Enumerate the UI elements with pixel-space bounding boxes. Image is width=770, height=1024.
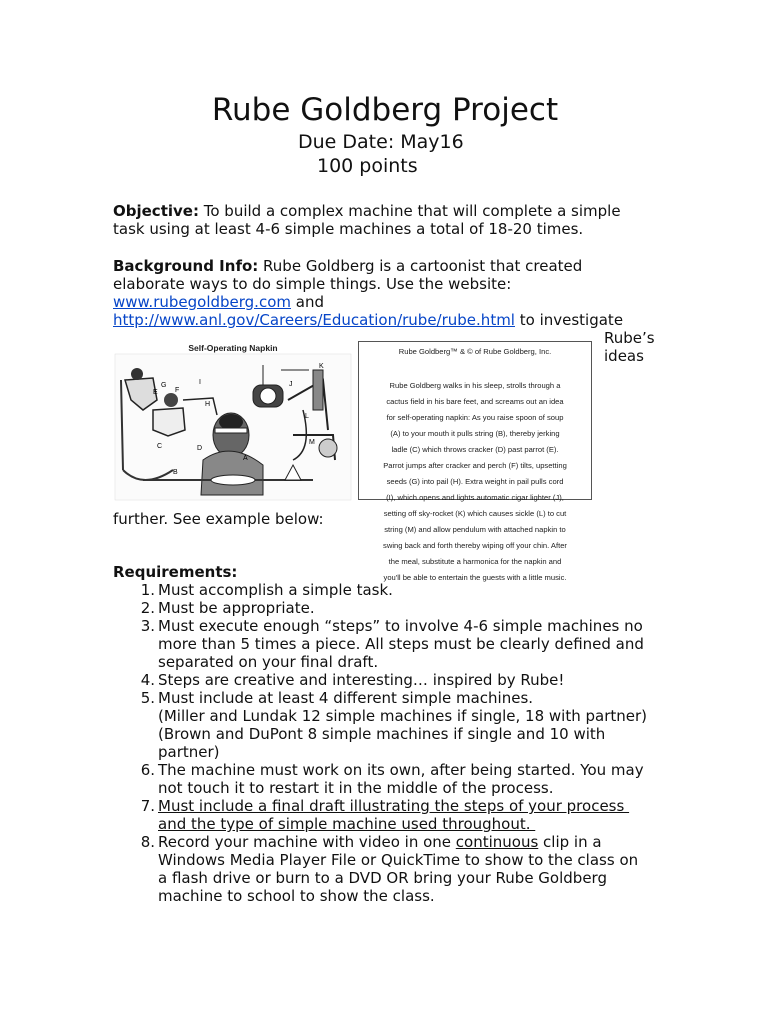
cartoon-letter-a: A	[243, 455, 248, 462]
requirements-heading: Requirements:	[113, 563, 238, 581]
background-line-1: Background Info: Rube Goldberg is a cartoonist that created	[113, 257, 583, 275]
ideas-text: ideas	[604, 347, 644, 365]
caption-line: Rube Goldberg walks in his sleep, strolls through a	[389, 381, 561, 390]
caption-line: seeds (G) into pail (H). Extra weight in pail pulls cord	[386, 477, 564, 486]
requirement-item-3: 3. Must execute enough “steps” to involve 4-6 simple machines no more than 5 times a piece. All steps must be clearly defined and separated on your final draft.	[140, 617, 644, 671]
requirement-item-7: 7. Must include a final draft illustrating the steps of your process and the type of simple machine used throughout.	[140, 797, 630, 833]
cartoon-letter-k: K	[319, 363, 324, 370]
requirement-item-8: 8. Record your machine with video in one continuous clip in a Windows Media Player File or QuickTime to show to the class on a flash drive or burn to a DVD OR bring your Rube Goldberg machine to school to show the class.	[140, 833, 639, 905]
caption-line: you'll be able to entertain the guests with a little music.	[383, 573, 567, 582]
caption-line: string (M) and allow pendulum with attached napkin to	[384, 525, 566, 534]
objective-label: Objective:	[113, 202, 199, 220]
anl-link[interactable]: http://www.anl.gov/Careers/Education/rube/rube.html	[113, 311, 515, 329]
caption-copyright: Rube Goldberg™ & © of Rube Goldberg, Inc.	[398, 347, 552, 356]
requirement-item-2: 2. Must be appropriate.	[140, 599, 315, 617]
requirement-item-4: 4. Steps are creative and interesting… inspired by Rube!	[140, 671, 565, 689]
points: 100 points	[317, 155, 418, 177]
background-line-3: www.rubegoldberg.com and	[113, 293, 324, 311]
caption-line: (I), which opens and lights automatic cigar lighter (J),	[386, 493, 564, 502]
cartoon-letter-f: F	[175, 387, 180, 394]
requirement-item-6: 6. The machine must work on its own, after being started. You may not touch it to restart it in the middle of the process.	[140, 761, 644, 797]
page-title: Rube Goldberg Project	[211, 92, 559, 128]
further-text: further. See example below:	[113, 510, 324, 528]
caption-line: ladle (C) which throws cracker (D) past parrot (E).	[391, 445, 559, 454]
cartoon-letter-j: J	[289, 381, 293, 388]
rubes-text: Rube’s	[604, 329, 655, 347]
cartoon-title: Self-Operating Napkin	[188, 343, 278, 353]
cartoon-drawing	[113, 340, 353, 502]
self-operating-napkin-cartoon	[113, 340, 353, 502]
caption-line: the meal, substitute a harmonica for the napkin and	[388, 557, 562, 566]
cartoon-letter-e: E	[153, 389, 158, 396]
requirement-item-1: 1. Must accomplish a simple task.	[140, 581, 393, 599]
background-line-2: elaborate ways to do simple things. Use the website:	[113, 275, 512, 293]
caption-line: Parrot jumps after cracker and perch (F) tilts, upsetting	[383, 461, 567, 470]
background-label: Background Info:	[113, 257, 259, 275]
caption-line: for self-operating napkin: As you raise spoon of soup	[386, 413, 564, 422]
cartoon-letter-i: I	[199, 379, 201, 386]
cartoon-letter-d: D	[197, 445, 203, 452]
cartoon-letter-c: C	[157, 443, 163, 450]
objective-line-2: task using at least 4-6 simple machines a total of 18-20 times.	[113, 220, 584, 238]
caption-line: swing back and forth thereby wiping off your chin. After	[383, 541, 567, 550]
cartoon-letter-h: H	[205, 401, 211, 408]
rubegoldberg-link[interactable]: www.rubegoldberg.com	[113, 293, 291, 311]
requirement-item-5: 5. Must include at least 4 different simple machines. (Miller and Lundak 12 simple machines if single, 18 with partner) (Brown and DuPont 8 simple machines if single and 10 with partner)	[140, 689, 648, 761]
caption-line: (A) to your mouth it pulls string (B), thereby jerking	[390, 429, 560, 438]
objective-line-1: Objective: To build a complex machine that will complete a simple	[113, 202, 621, 220]
background-line-4: http://www.anl.gov/Careers/Education/rube/rube.html to investigate	[113, 311, 624, 329]
due-date: Due Date: May16	[298, 131, 464, 153]
caption-line: cactus field in his bare feet, and screams out an idea	[386, 397, 564, 406]
cartoon-letter-g: G	[161, 382, 167, 389]
caption-line: setting off sky-rocket (K) which causes sickle (L) to cut	[383, 509, 567, 518]
cartoon-letter-l: L	[305, 413, 309, 420]
cartoon-letter-b: B	[173, 469, 178, 476]
cartoon-letter-m: M	[309, 439, 315, 446]
